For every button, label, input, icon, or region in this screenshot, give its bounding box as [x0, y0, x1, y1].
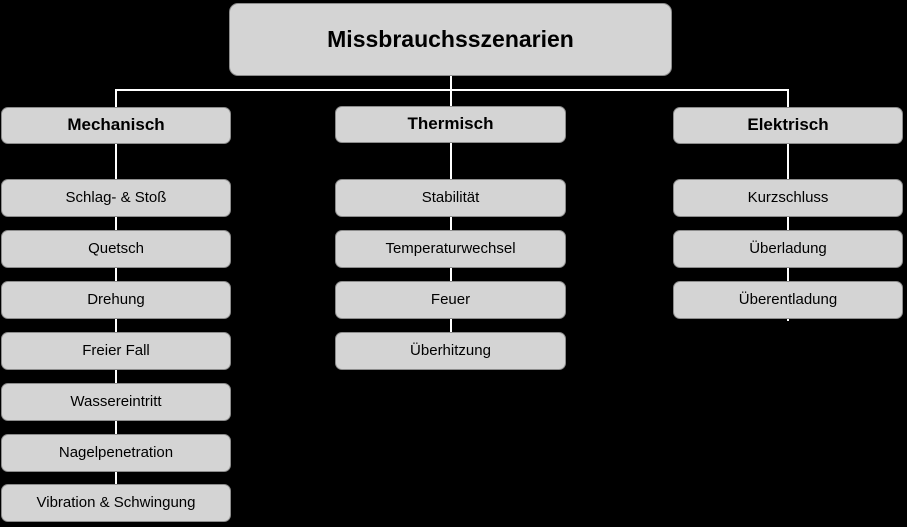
leaf-node-elektrisch-3[interactable]: [673, 281, 903, 319]
category-node-thermisch[interactable]: [335, 106, 566, 143]
category-label-thermisch: Thermisch: [407, 114, 494, 134]
category-label-elektrisch: Elektrisch: [747, 115, 829, 135]
connector-root-bus: [116, 89, 788, 91]
leaf-node-mechanisch-6[interactable]: [1, 434, 231, 472]
leaf-label: Stabilität: [421, 188, 480, 206]
leaf-label: Schlag- & Stoß: [65, 188, 167, 206]
leaf-label: Überentladung: [738, 290, 838, 308]
leaf-label: Feuer: [430, 290, 471, 308]
leaf-node-mechanisch-4[interactable]: [1, 332, 231, 370]
leaf-label: Freier Fall: [82, 341, 150, 359]
leaf-label: Temperaturwechsel: [385, 239, 516, 257]
root-node-label: Missbrauchsszenarien: [327, 25, 574, 52]
category-label-mechanisch: Mechanisch: [67, 115, 165, 135]
leaf-label: Überhitzung: [410, 341, 491, 359]
leaf-node-elektrisch-2[interactable]: [673, 230, 903, 268]
leaf-label: Überladung: [749, 239, 827, 257]
connector-to-elektrisch: [787, 89, 789, 108]
leaf-node-mechanisch-1[interactable]: [1, 179, 231, 217]
category-node-mechanisch[interactable]: [1, 107, 231, 144]
leaf-node-mechanisch-7[interactable]: [1, 484, 231, 522]
leaf-node-thermisch-3[interactable]: [335, 281, 566, 319]
leaf-node-mechanisch-5[interactable]: [1, 383, 231, 421]
root-node-missbrauchsszenarien[interactable]: [229, 3, 672, 76]
leaf-label: Nagelpenetration: [58, 443, 174, 461]
leaf-node-mechanisch-2[interactable]: [1, 230, 231, 268]
leaf-node-thermisch-2[interactable]: [335, 230, 566, 268]
leaf-node-elektrisch-1[interactable]: [673, 179, 903, 217]
leaf-label: Drehung: [87, 290, 145, 308]
leaf-label: Kurzschluss: [747, 188, 829, 206]
leaf-node-thermisch-4[interactable]: [335, 332, 566, 370]
leaf-node-mechanisch-3[interactable]: [1, 281, 231, 319]
leaf-label: Vibration & Schwingung: [36, 493, 196, 511]
leaf-label: Wassereintritt: [70, 392, 162, 410]
connector-to-mechanisch: [115, 89, 117, 108]
leaf-label: Quetsch: [88, 239, 144, 257]
connector-root-stem: [450, 76, 452, 90]
leaf-node-thermisch-1[interactable]: [335, 179, 566, 217]
category-node-elektrisch[interactable]: [673, 107, 903, 144]
